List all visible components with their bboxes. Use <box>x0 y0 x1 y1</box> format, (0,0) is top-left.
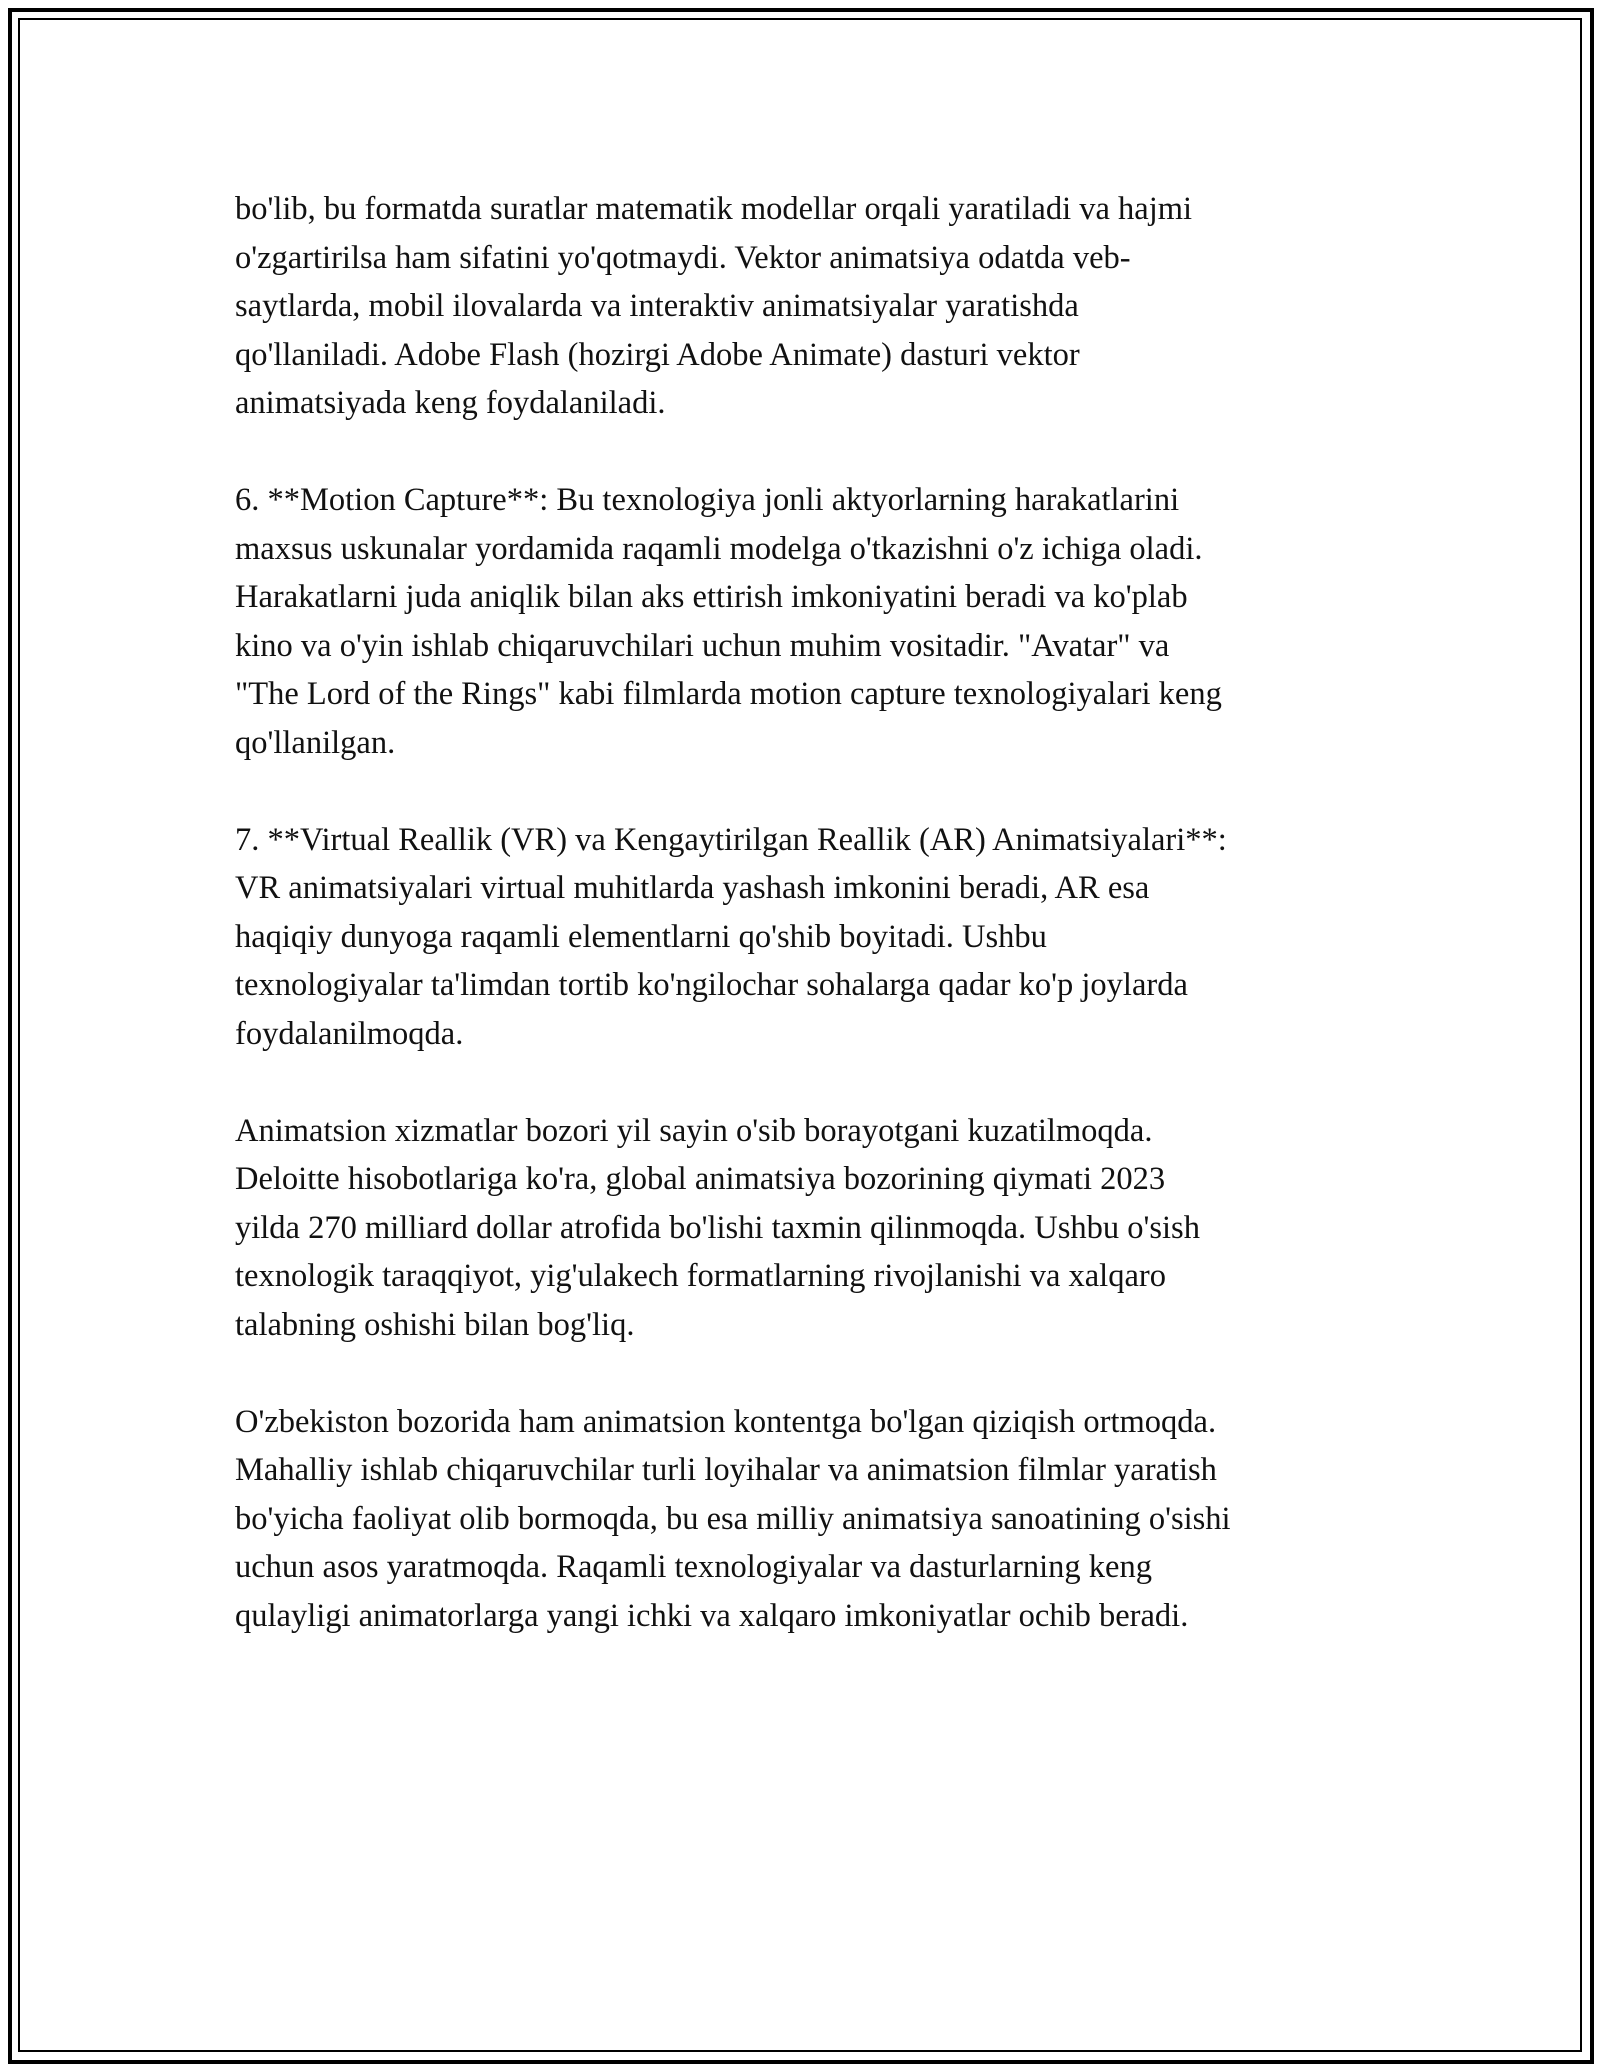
text-line: Deloitte hisobotlariga ko'ra, global animatsiya bozorining qiymati 2023 <box>235 1161 1166 1197</box>
paragraph-uzbekistan <box>235 1398 1385 1641</box>
text-line: qo'llanilgan. <box>235 724 396 761</box>
text-line: yilda 270 milliard dollar atrofida bo'lishi taxmin qilinmoqda. Ushbu o'sish <box>235 1209 1200 1246</box>
text-line: Animatsion xizmatlar bozori yil sayin o'sib borayotgani kuzatilmoqda. <box>235 1112 1153 1149</box>
paragraph-vr-ar <box>235 816 1385 1059</box>
text-line: qo'llaniladi. Adobe Flash (hozirgi Adobe Animate) dasturi vektor <box>235 336 1080 373</box>
text-line: maxsus uskunalar yordamida raqamli modelga o'tkazishni o'z ichiga oladi. <box>235 530 1203 567</box>
text-line: kino va o'yin ishlab chiqaruvchilari uchun muhim vositadir. "Avatar" va <box>235 627 1170 664</box>
text-line: uchun asos yaratmoqda. Raqamli texnologiyalar va dasturlarning keng <box>235 1549 1152 1585</box>
text-line: bo'lib, bu formatda suratlar matematik modellar orqali yaratiladi va hajmi <box>235 191 1193 227</box>
paragraph-market <box>235 1107 1385 1350</box>
text-line: texnologiyalar ta'limdan tortib ko'ngilochar sohalarga qadar ko'p joylarda <box>235 967 1188 1003</box>
document-body <box>235 185 1385 1689</box>
text-line: haqiqiy dunyoga raqamli elementlarni qo'shib boyitadi. Ushbu <box>235 918 1047 955</box>
text-line: 7. **Virtual Reallik (VR) va Kengaytirilgan Reallik (AR) Animatsiyalari**: <box>235 821 1227 858</box>
text-line: "The Lord of the Rings" kabi filmlarda motion capture texnologiyalari keng <box>235 676 1222 712</box>
text-line: qulayligi animatorlarga yangi ichki va xalqaro imkoniyatlar ochib beradi. <box>235 1597 1189 1634</box>
paragraph-vector-animation <box>235 185 1385 428</box>
paragraph-motion-capture <box>235 476 1385 767</box>
text-line: o'zgartirilsa ham sifatini yo'qotmaydi. Vektor animatsiya odatda veb- <box>235 239 1131 276</box>
text-line: saytlarda, mobil ilovalarda va interaktiv animatsiyalar yaratishda <box>235 288 1079 324</box>
text-line: talabning oshishi bilan bog'liq. <box>235 1306 635 1343</box>
text-line: texnologik taraqqiyot, yig'ulakech formatlarning rivojlanishi va xalqaro <box>235 1258 1166 1294</box>
text-line: animatsiyada keng foydalaniladi. <box>235 385 666 421</box>
text-line: foydalanilmoqda. <box>235 1015 464 1052</box>
text-line: Mahalliy ishlab chiqaruvchilar turli loyihalar va animatsion filmlar yaratish <box>235 1452 1217 1488</box>
text-line: 6. **Motion Capture**: Bu texnologiya jonli aktyorlarning harakatlarini <box>235 482 1180 518</box>
text-line: O'zbekiston bozorida ham animatsion kontentga bo'lgan qiziqish ortmoqda. <box>235 1403 1217 1440</box>
text-line: Harakatlarni juda aniqlik bilan aks ettirish imkoniyatini beradi va ko'plab <box>235 579 1188 615</box>
text-line: VR animatsiyalari virtual muhitlarda yashash imkonini beradi, AR esa <box>235 870 1150 906</box>
text-line: bo'yicha faoliyat olib bormoqda, bu esa milliy animatsiya sanoatining o'sishi <box>235 1500 1231 1537</box>
